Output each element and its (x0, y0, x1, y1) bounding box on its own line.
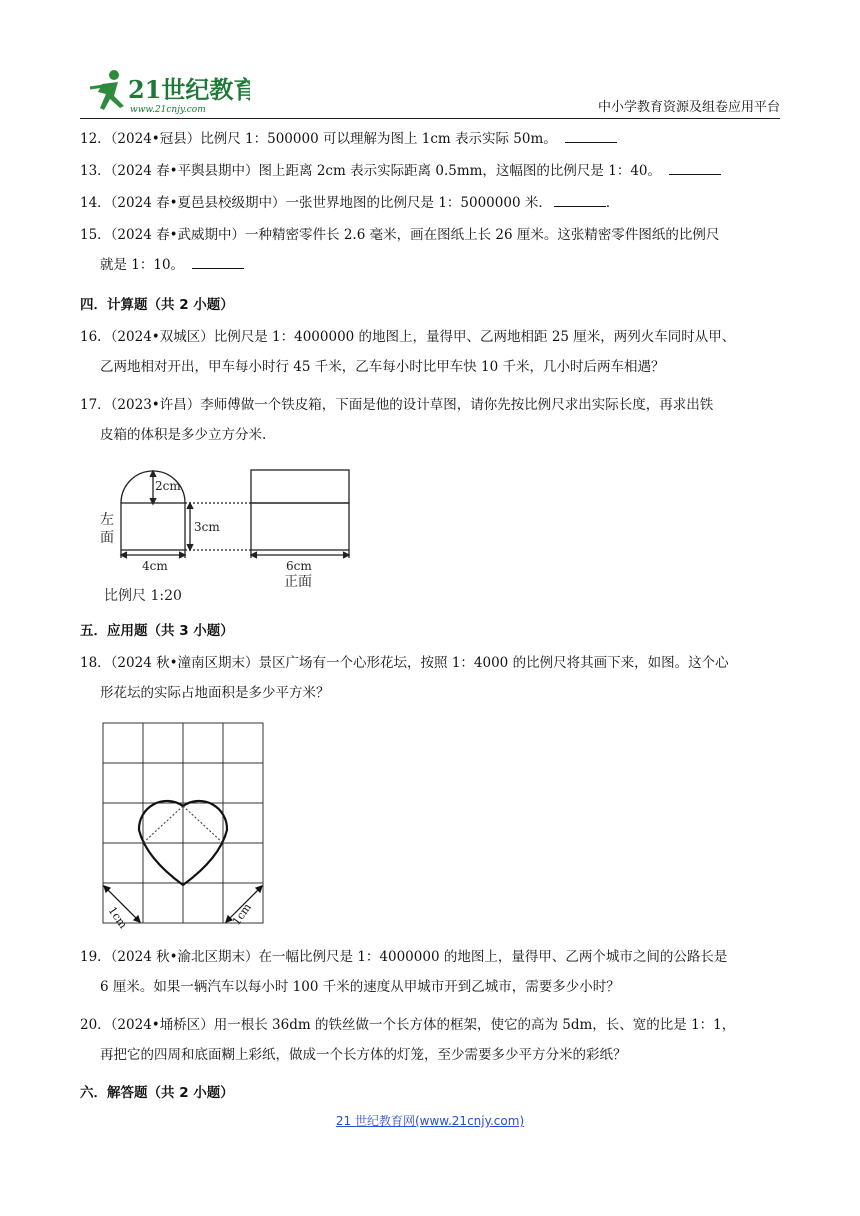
header-divider (80, 118, 780, 119)
label-left-view-1: 左 (100, 512, 114, 528)
question-14-end: ． (605, 195, 620, 211)
footer-link[interactable]: 21 世纪教育网(www.21cnjy.com) (335, 1114, 525, 1128)
answer-blank[interactable] (565, 128, 617, 143)
question-16-line1: 16．（2024•双城区）比例尺是 1：4000000 的地图上，量得甲、乙两地相距 25 厘米，两列火车同时从甲、 (80, 329, 736, 345)
question-12-text: 12．（2024•冠县）比例尺 1：500000 可以理解为图上 1cm 表示实际 50m。 (80, 131, 557, 147)
question-13 (80, 156, 785, 186)
question-19 (80, 942, 785, 1002)
platform-title: 中小学教育资源及组卷应用平台 (597, 100, 780, 115)
front-view-top-rect (251, 470, 349, 503)
label-6cm: 6cm (286, 559, 312, 573)
logo-url: www.21cnjy.com (130, 105, 206, 115)
question-18-line1: 18．（2024 秋•潼南区期末）景区广场有一个心形花坛，按照 1：4000 的比例尺将其画下来，如图。这个心 (80, 655, 729, 671)
heart-grid-figure (98, 718, 270, 932)
answer-blank[interactable] (192, 254, 244, 269)
site-logo (80, 66, 250, 118)
question-15-line1: 15．（2024 春•武威期中）一种精密零件长 2.6 毫米，画在图纸上长 26 厘米。这张精密零件图纸的比例尺 (80, 227, 720, 243)
label-1cm-left: 1cm (105, 904, 130, 932)
label-2cm: 2cm (155, 479, 181, 493)
question-14-text: 14．（2024 春•夏邑县校级期中）一张世界地图的比例尺是 1：5000000 米． (80, 195, 552, 211)
question-17-line1: 17．（2023•许昌）李师傅做一个铁皮箱，下面是他的设计草图，请你先按比例尺求出实际长度，再求出铁 (80, 397, 714, 413)
question-18 (80, 648, 785, 708)
label-3cm: 3cm (194, 520, 220, 534)
section-4-heading: 四．计算题（共 2 小题） (80, 297, 234, 313)
answer-blank[interactable] (669, 160, 721, 175)
question-17-line2: 皮箱的体积是多少立方分米. (100, 427, 267, 443)
question-15 (80, 220, 785, 280)
label-scale: 比例尺 1:20 (104, 588, 182, 604)
label-4cm: 4cm (142, 559, 168, 573)
question-18-line2: 形花坛的实际占地面积是多少平方米？ (100, 685, 330, 701)
running-man-icon (90, 70, 124, 110)
iron-box-sketch (96, 458, 366, 608)
question-17 (80, 390, 785, 450)
label-1cm-right: 1cm (229, 900, 254, 928)
label-left-view-2: 面 (100, 530, 114, 546)
question-20-line1: 20．（2024•埇桥区）用一根长 36dm 的铁丝做一个长方体的框架，使它的高为 5dm，长、宽的比是 1：1， (80, 1017, 736, 1033)
answer-blank[interactable] (554, 192, 606, 207)
label-front-view: 正面 (284, 574, 312, 590)
section-5-heading: 五．应用题（共 3 小题） (80, 623, 234, 639)
left-view-rect (121, 503, 185, 550)
question-20 (80, 1010, 785, 1070)
logo-text: 21世纪教育 (128, 75, 250, 104)
question-19-line2: 6 厘米。如果一辆汽车以每小时 100 千米的速度从甲城市开到乙城市，需要多少小时？ (100, 979, 620, 995)
question-12 (80, 124, 785, 154)
question-19-line1: 19．（2024 秋•渝北区期末）在一幅比例尺是 1：4000000 的地图上，量得甲、乙两个城市之间的公路长是 (80, 949, 728, 965)
question-16-line2: 乙两地相对开出，甲车每小时行 45 千米，乙车每小时比甲车快 10 千米，几小时后两车相遇？ (100, 359, 665, 375)
question-15-line2: 就是 1：10。 (100, 257, 185, 273)
question-16 (80, 322, 785, 382)
section-6-heading: 六．解答题（共 2 小题） (80, 1085, 234, 1101)
question-14 (80, 188, 785, 218)
question-13-text: 13．（2024 春•平舆县期中）图上距离 2cm 表示实际距离 0.5mm，这幅图的比例尺是 1：40。 (80, 163, 661, 179)
front-view-rect (251, 503, 349, 550)
question-20-line2: 再把它的四周和底面糊上彩纸，做成一个长方体的灯笼，至少需要多少平方分米的彩纸？ (100, 1047, 627, 1063)
